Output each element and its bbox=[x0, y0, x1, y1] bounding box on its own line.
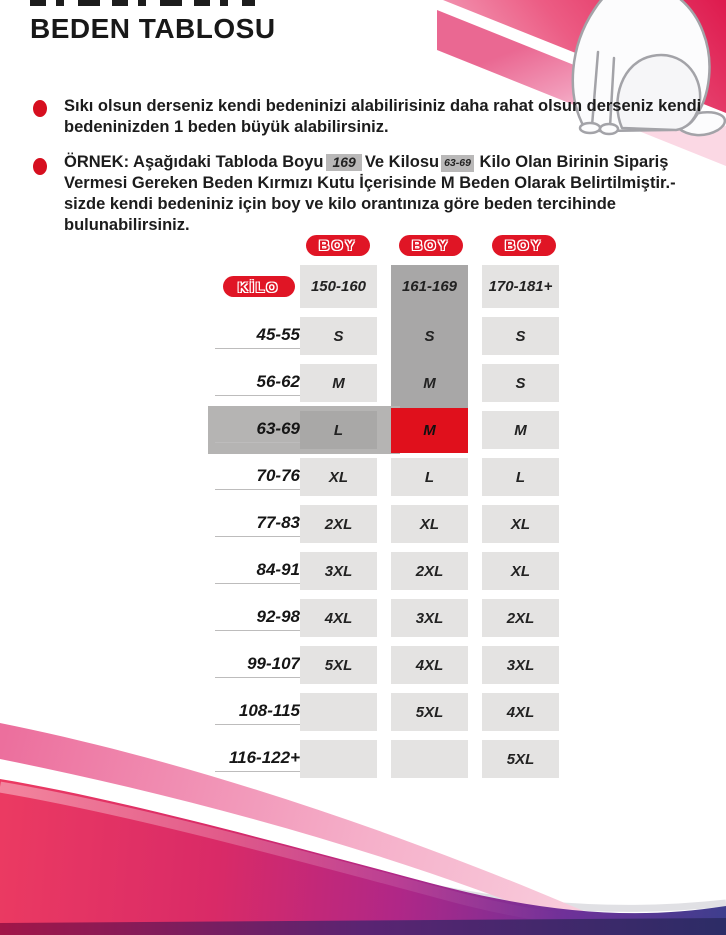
size-cell: 2XL bbox=[300, 505, 377, 543]
weight-badge: 63-69 bbox=[441, 155, 474, 172]
note-example-text: ÖRNEK: Aşağıdaki Tabloda Boyu bbox=[64, 153, 324, 171]
note-example-text: Kilo Olan Birinin Sipariş Vermesi Gereken Beden Kırmızı Kutu İçerisinde M Beden Olarak Belirtilmiştir.- sizde kendi bedeniniz için boy ve kilo orantınıza göre beden tercihinde bulunabilirsiniz. bbox=[64, 153, 676, 234]
bullet-icon bbox=[33, 100, 47, 117]
size-cell: 2XL bbox=[391, 552, 468, 590]
size-cell: 2XL bbox=[482, 599, 559, 637]
cropped-header-text bbox=[30, 0, 255, 6]
label-underline bbox=[215, 724, 300, 725]
size-cell: 4XL bbox=[391, 646, 468, 684]
size-cell-empty bbox=[300, 740, 377, 778]
weight-label: 77-83 bbox=[215, 505, 300, 543]
size-cell: XL bbox=[482, 552, 559, 590]
size-cell: 3XL bbox=[482, 646, 559, 684]
size-cell: 5XL bbox=[482, 740, 559, 778]
boy-header-pill: BOY bbox=[399, 235, 463, 256]
size-cell: M bbox=[300, 364, 377, 402]
weight-label: 116-122+ bbox=[215, 740, 300, 778]
label-underline bbox=[215, 771, 300, 772]
label-underline bbox=[215, 442, 300, 443]
weight-label: 92-98 bbox=[215, 599, 300, 637]
label-underline bbox=[215, 583, 300, 584]
label-underline bbox=[215, 677, 300, 678]
size-cell: 3XL bbox=[300, 552, 377, 590]
size-cell: 3XL bbox=[391, 599, 468, 637]
note-sizing-advice: Sıkı olsun derseniz kendi bedeninizi alabilirisiniz daha rahat olsun derseniz kendi bedeninizden 1 beden büyük alabilirsiniz. bbox=[64, 97, 702, 136]
size-cell: S bbox=[300, 317, 377, 355]
size-cell-highlighted-column: M bbox=[391, 364, 468, 402]
height-range-cell: 170-181+ bbox=[482, 265, 559, 308]
size-cell: 4XL bbox=[482, 693, 559, 731]
size-cell-empty bbox=[391, 740, 468, 778]
size-cell-highlighted-row: L bbox=[300, 411, 377, 449]
size-cell: M bbox=[482, 411, 559, 449]
label-underline bbox=[215, 489, 300, 490]
note-example-text: Ve Kilosu bbox=[364, 153, 440, 171]
spacer bbox=[215, 234, 300, 256]
height-range-cell-highlighted: 161-169 bbox=[391, 265, 468, 308]
size-cell: 5XL bbox=[391, 693, 468, 731]
weight-label: 45-55 bbox=[215, 317, 300, 355]
size-cell: S bbox=[482, 317, 559, 355]
height-range-cell: 150-160 bbox=[300, 265, 377, 308]
selected-size-cell: M bbox=[391, 408, 468, 453]
label-underline bbox=[215, 630, 300, 631]
size-cell: XL bbox=[482, 505, 559, 543]
weight-label: 99-107 bbox=[215, 646, 300, 684]
size-cell: XL bbox=[391, 505, 468, 543]
weight-label-highlighted: 63-69 bbox=[215, 411, 300, 449]
size-cell: L bbox=[391, 458, 468, 496]
weight-label: 108-115 bbox=[215, 693, 300, 731]
size-cell: 5XL bbox=[300, 646, 377, 684]
label-underline bbox=[215, 348, 300, 349]
size-cell: 4XL bbox=[300, 599, 377, 637]
size-cell: S bbox=[482, 364, 559, 402]
label-underline bbox=[215, 536, 300, 537]
height-badge: 169 bbox=[326, 154, 361, 171]
kilo-header-pill: KİLO bbox=[223, 276, 295, 297]
top-right-ribbon-decoration bbox=[406, 0, 726, 170]
weight-label: 70-76 bbox=[215, 458, 300, 496]
size-cell-highlighted-column: S bbox=[391, 317, 468, 355]
label-underline bbox=[215, 395, 300, 396]
weight-label: 84-91 bbox=[215, 552, 300, 590]
size-cell: XL bbox=[300, 458, 377, 496]
size-cell-empty bbox=[300, 693, 377, 731]
weight-label: 56-62 bbox=[215, 364, 300, 402]
boy-header-pill: BOY bbox=[306, 235, 370, 256]
boy-header-pill: BOY bbox=[492, 235, 556, 256]
size-cell: L bbox=[482, 458, 559, 496]
page-title: BEDEN TABLOSU bbox=[30, 13, 276, 44]
bullet-icon bbox=[33, 158, 47, 175]
note-example bbox=[64, 152, 716, 236]
